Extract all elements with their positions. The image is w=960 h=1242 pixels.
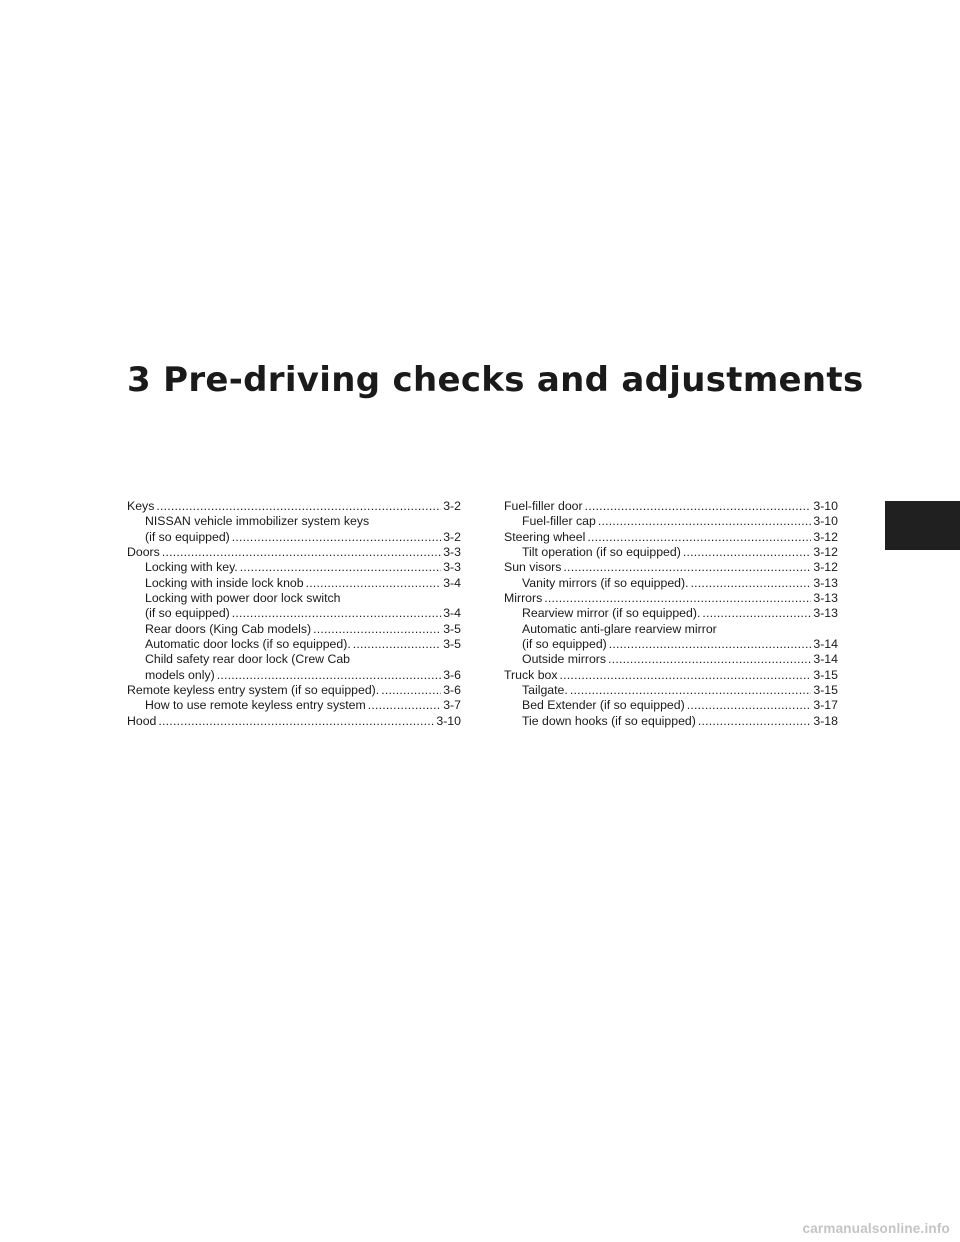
toc-page-number: 3-4 (443, 575, 461, 590)
toc-entry-title: Locking with inside lock knob (145, 575, 304, 590)
dot-leader (217, 668, 442, 683)
dot-leader (353, 637, 441, 652)
toc-page-number: 3-15 (813, 683, 838, 698)
dot-leader (232, 530, 441, 545)
toc-subentry[interactable] (127, 576, 461, 591)
toc-entry-title: Tie down hooks (if so equipped) (522, 713, 696, 728)
toc-page-number: 3-6 (443, 683, 461, 698)
toc-entry[interactable] (504, 591, 838, 606)
toc-page-number: 3-4 (443, 606, 461, 621)
toc-page-number: 3-13 (813, 606, 838, 621)
toc-subentry[interactable] (127, 622, 461, 637)
toc-subentry[interactable] (127, 698, 461, 713)
toc-page-number: 3-13 (813, 575, 838, 590)
toc-entry[interactable] (504, 668, 838, 683)
toc-entry-title: Tailgate. (522, 683, 568, 698)
toc-page-number: 3-12 (813, 560, 838, 575)
toc-page-number: 3-17 (813, 698, 838, 713)
dot-leader (702, 606, 811, 621)
toc-entry[interactable] (504, 530, 838, 545)
toc-subentry[interactable] (127, 560, 461, 575)
toc-entry-title: Fuel-filler door (504, 499, 583, 513)
dot-leader (587, 530, 811, 545)
dot-leader (683, 545, 812, 560)
toc-subentry[interactable] (504, 714, 838, 729)
dot-leader (240, 560, 441, 575)
toc-entry-title: Hood (127, 713, 157, 728)
toc-page-number: 3-5 (443, 637, 461, 652)
toc-entry-title: Vanity mirrors (if so equipped). (522, 575, 689, 590)
toc-entry-title: models only) (145, 667, 215, 682)
toc-page-number: 3-5 (443, 621, 461, 636)
toc-entry-title: Outside mirrors (522, 652, 607, 667)
toc-entry-title: Mirrors (504, 591, 543, 606)
dot-leader (306, 576, 442, 591)
toc-subentry[interactable] (127, 637, 461, 652)
dot-leader (381, 683, 441, 698)
dot-leader (608, 652, 811, 667)
toc-subentry[interactable] (504, 576, 838, 591)
toc-page-number: 3-14 (813, 652, 838, 667)
dot-leader (691, 576, 812, 591)
toc-entry-title: (if so equipped) (145, 606, 230, 621)
toc-entry-title: Steering wheel (504, 529, 586, 544)
dot-leader (698, 714, 812, 729)
dot-leader (544, 591, 811, 606)
toc-entry-title: Rear doors (King Cab models) (145, 621, 312, 636)
toc-page-number: 3-15 (813, 667, 838, 682)
toc-entry-title-line: Child safety rear door lock (Crew Cab (145, 652, 351, 667)
dot-leader (563, 560, 811, 575)
toc-entry-title: Bed Extender (if so equipped) (522, 698, 685, 713)
toc-entry-title: Sun visors (504, 560, 562, 575)
toc-entry-title: Tilt operation (if so equipped) (522, 545, 681, 560)
toc-entry-title: Rearview mirror (if so equipped). (522, 606, 701, 621)
toc-subentry[interactable] (504, 622, 838, 653)
dot-leader (609, 637, 812, 652)
toc-page-number: 3-10 (813, 514, 838, 529)
toc-page-number: 3-12 (813, 529, 838, 544)
toc-subentry[interactable] (504, 652, 838, 667)
toc-page-number: 3-18 (813, 713, 838, 728)
dot-leader (313, 622, 441, 637)
toc-entry-title: Doors (127, 545, 160, 560)
toc-subentry[interactable] (504, 545, 838, 560)
toc-subentry[interactable] (504, 683, 838, 698)
toc-entry-title: (if so equipped) (145, 529, 230, 544)
toc-subentry[interactable] (127, 514, 461, 545)
toc-entry-title: Automatic door locks (if so equipped). (145, 637, 351, 652)
toc-subentry[interactable] (504, 606, 838, 621)
toc-page-number: 3-2 (443, 499, 461, 513)
toc-page-number: 3-3 (443, 560, 461, 575)
toc-entry-title: (if so equipped) (522, 637, 607, 652)
toc-entry[interactable] (127, 545, 461, 560)
toc-entry-title-line: NISSAN vehicle immobilizer system keys (145, 514, 370, 529)
toc-entry-title: How to use remote keyless entry system (145, 698, 366, 713)
toc-page-number: 3-7 (443, 698, 461, 713)
toc-entry-title: Locking with key. (145, 560, 238, 575)
toc-subentry[interactable] (504, 698, 838, 713)
toc-entry-title: Remote keyless entry system (if so equipped). (127, 683, 380, 698)
chapter-title: 3 Pre-driving checks and adjustments (127, 360, 864, 400)
toc-subentry[interactable] (127, 591, 461, 622)
dot-leader (585, 499, 812, 514)
toc-page-number: 3-2 (443, 529, 461, 544)
toc-entry-title-line: Automatic anti-glare rearview mirror (522, 621, 717, 636)
dot-leader (162, 545, 441, 560)
toc-entry[interactable] (127, 499, 461, 514)
toc-entry-title: Keys (127, 499, 155, 513)
toc-page-number: 3-12 (813, 545, 838, 560)
toc-page-number: 3-14 (813, 637, 838, 652)
toc-entry-title: Fuel-filler cap (522, 514, 596, 529)
toc-entry[interactable] (127, 683, 461, 698)
toc-subentry[interactable] (504, 514, 838, 529)
toc-entry[interactable] (504, 499, 838, 514)
dot-leader (156, 499, 441, 514)
toc-page-number: 3-13 (813, 591, 838, 606)
toc-entry[interactable] (127, 714, 461, 729)
dot-leader (570, 683, 812, 698)
watermark: carmanualsonline.info (802, 1221, 950, 1236)
toc-entry-title: Truck box (504, 667, 558, 682)
dot-leader (598, 514, 812, 529)
toc-entry[interactable] (504, 560, 838, 575)
toc-subentry[interactable] (127, 652, 461, 683)
toc-page-number: 3-3 (443, 545, 461, 560)
toc-page-number: 3-10 (813, 499, 838, 513)
dot-leader (368, 698, 441, 713)
toc-page-number: 3-6 (443, 667, 461, 682)
dot-leader (687, 698, 812, 713)
dot-leader (232, 606, 441, 621)
dot-leader (158, 714, 434, 729)
toc-column-right (504, 499, 838, 729)
dot-leader (560, 668, 812, 683)
chapter-thumb-tab (885, 501, 960, 550)
toc-page-number: 3-10 (436, 713, 461, 728)
toc-column-left (127, 499, 461, 729)
toc-entry-title-line: Locking with power door lock switch (145, 591, 341, 606)
